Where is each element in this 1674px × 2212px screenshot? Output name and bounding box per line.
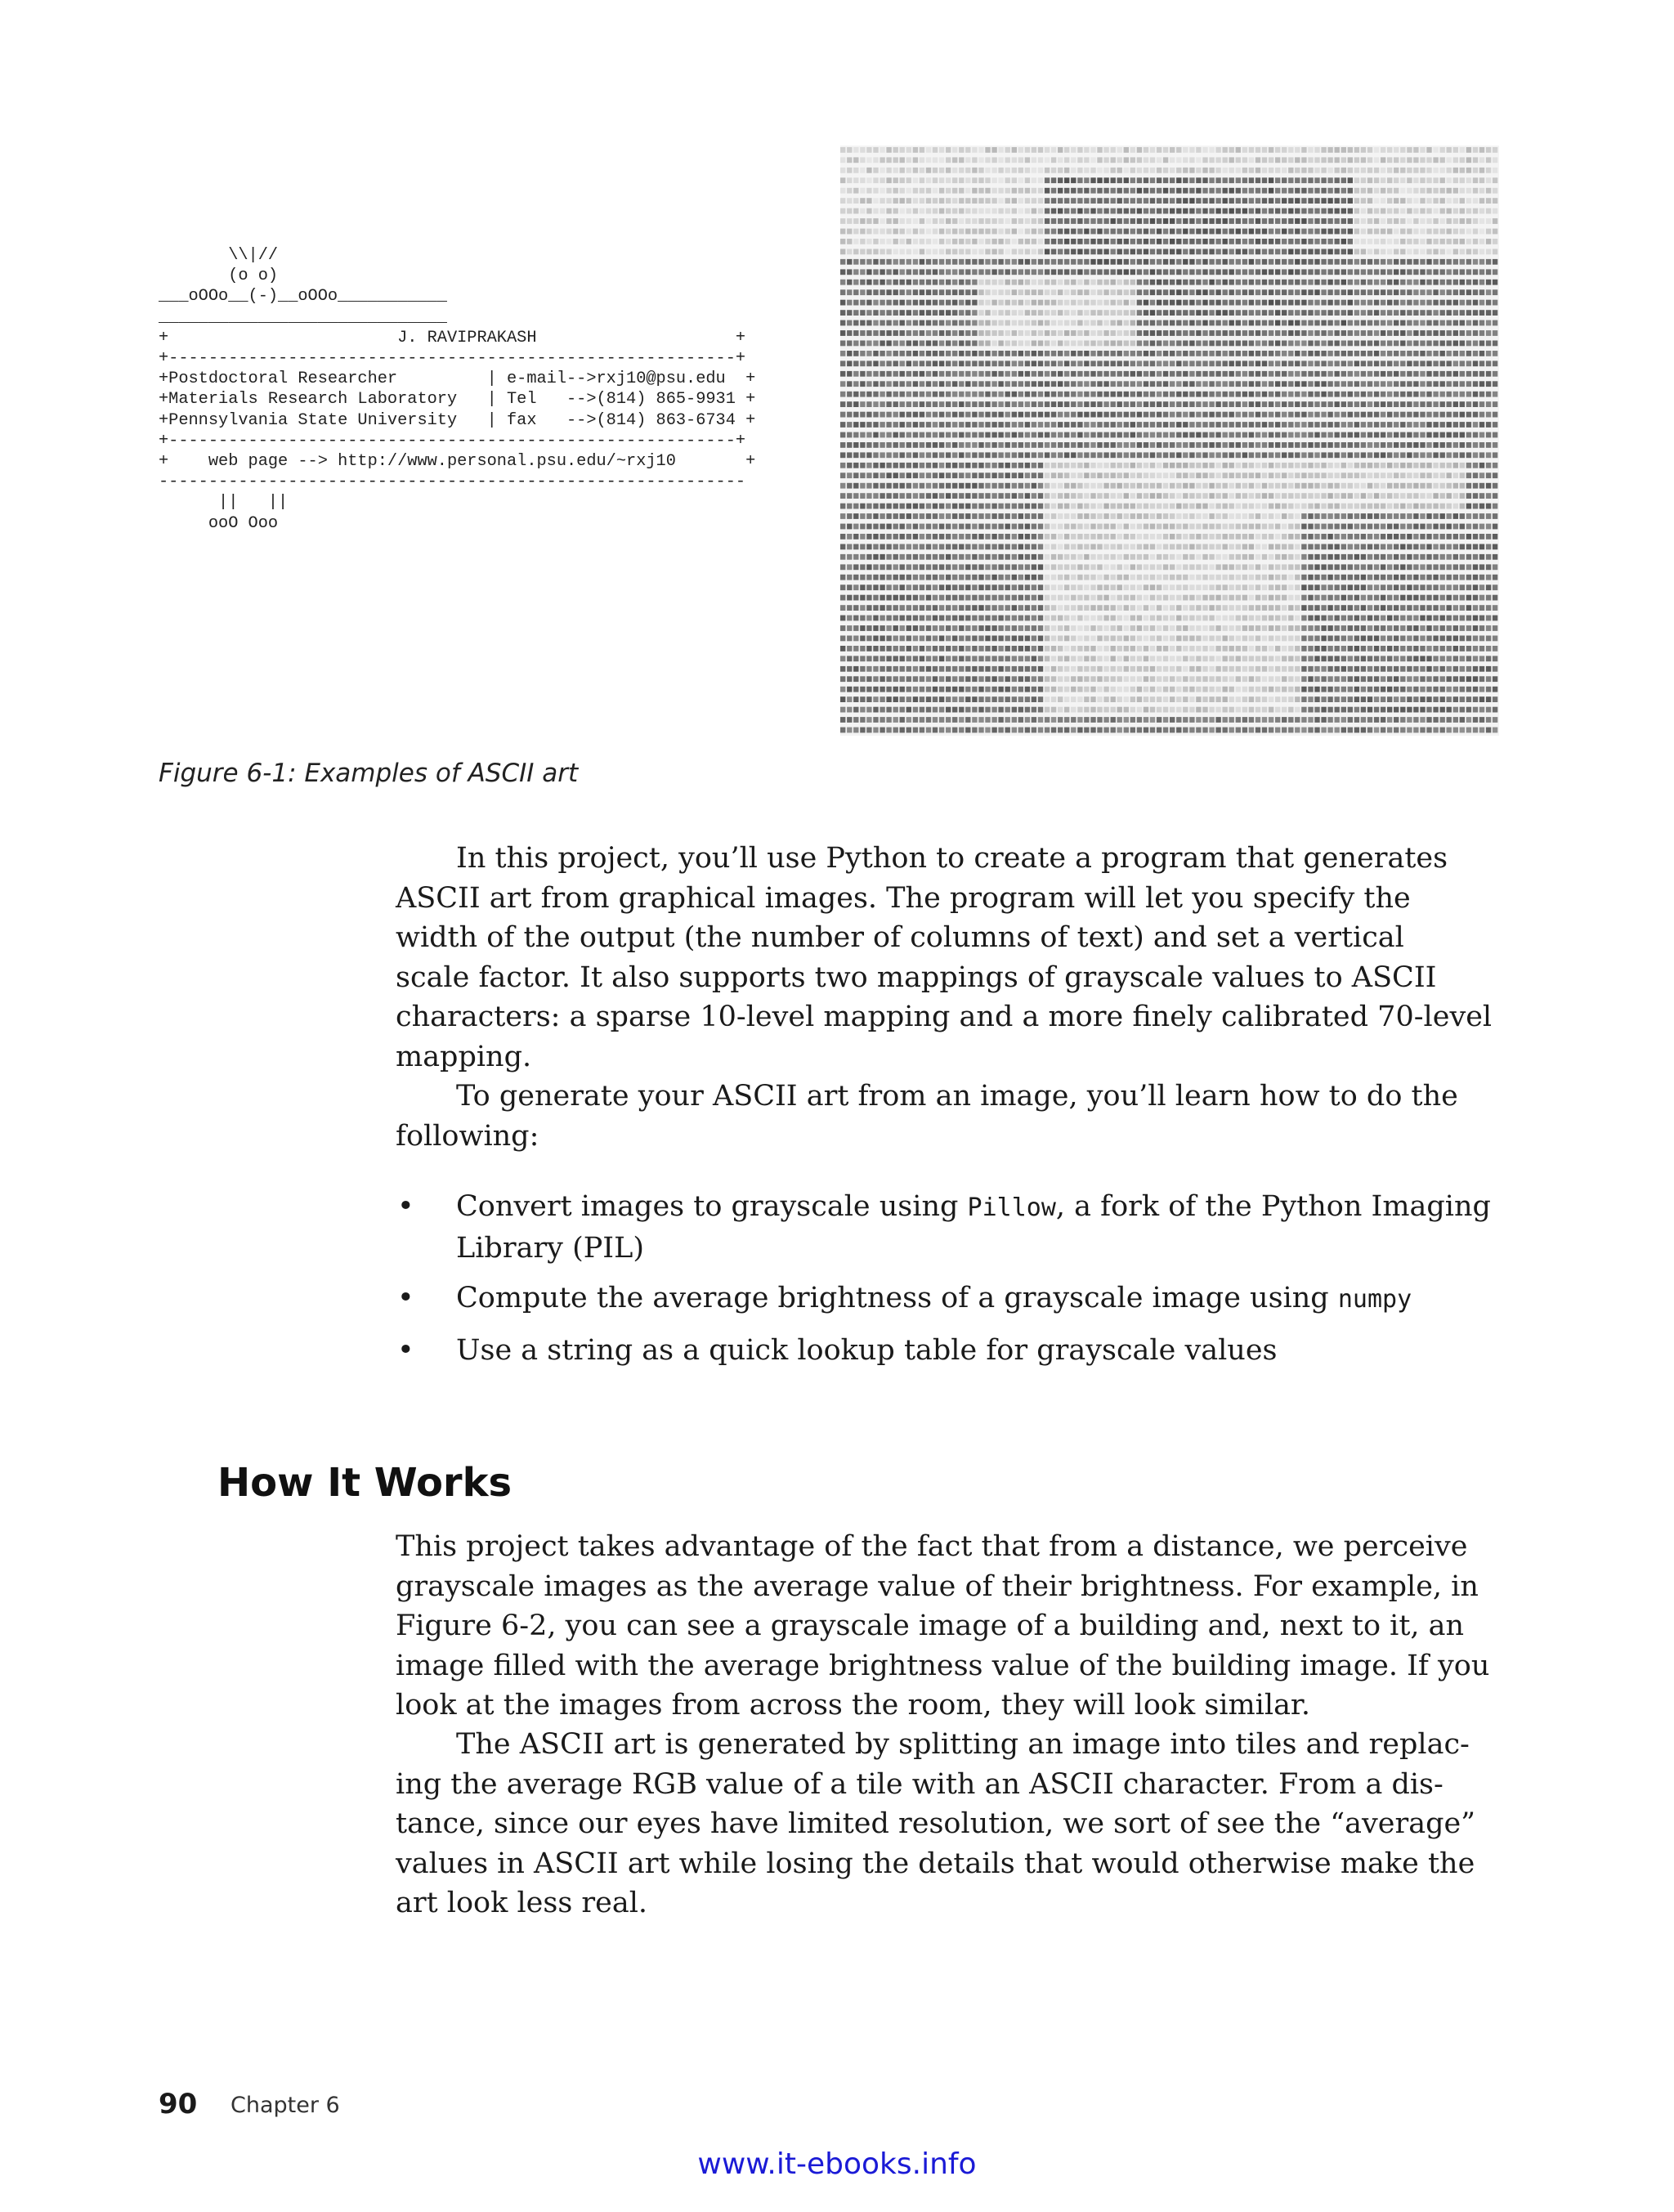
bullet-item xyxy=(396,1331,1491,1371)
section-paragraph-2 xyxy=(396,1725,1483,1923)
text-line: image filled with the average brightness value of the building image. If you xyxy=(396,1649,1490,1682)
text-line: art look less real. xyxy=(396,1887,648,1919)
sig-line: +Pennsylvania State University | fax -->(814) 863-6734 + xyxy=(159,410,756,430)
ascii-art-texture xyxy=(840,146,1499,736)
text-line: Figure 6-2, you can see a grayscale image of a building and, next to it, an xyxy=(396,1610,1465,1642)
bullet-icon: • xyxy=(397,1190,414,1223)
section-heading: How It Works xyxy=(217,1460,512,1506)
bullet-text: Library (PIL) xyxy=(456,1231,644,1265)
bullet-text: Compute the average brightness of a grayscale image using xyxy=(456,1282,1338,1314)
sig-line: ----------------------------------------------------------- xyxy=(159,472,746,492)
intro-paragraph xyxy=(396,839,1493,1156)
text-line: tance, since our eyes have limited resolution, we sort of see the “average” xyxy=(396,1807,1476,1840)
text-line: mapping. xyxy=(396,1040,532,1073)
sig-line: _____________________________ xyxy=(159,307,447,327)
sig-line: (o o) xyxy=(159,266,279,286)
bullet-item xyxy=(396,1187,1491,1268)
text-line: values in ASCII art while losing the details that would otherwise make the xyxy=(396,1847,1475,1880)
text-line: scale factor. It also supports two mappings of grayscale values to ASCII xyxy=(396,960,1437,994)
section-paragraph-1 xyxy=(396,1527,1490,1726)
watermark-link[interactable]: www.it-ebooks.info xyxy=(697,2147,977,2181)
text-line: characters: a sparse 10-level mapping and a more finely calibrated 70-level xyxy=(396,1001,1493,1033)
sig-line: ___oOOo__(-)__oOOo___________ xyxy=(159,287,447,307)
text-line: following: xyxy=(396,1119,539,1153)
sig-line: +Materials Research Laboratory | Tel -->(814) 865-9931 + xyxy=(159,390,756,410)
sig-line: +---------------------------------------------------------+ xyxy=(159,431,746,450)
figure-caption: Figure 6-1: Examples of ASCII art xyxy=(159,759,579,788)
text-line: To generate your ASCII art from an image, you’ll learn how to do the xyxy=(456,1080,1458,1113)
text-line: width of the output (the number of columns of text) and set a vertical xyxy=(396,921,1404,954)
text-line: In this project, you’ll use Python to create a program that generates xyxy=(456,842,1448,875)
sig-line: ooO Ooo xyxy=(159,513,279,533)
ascii-signature-block xyxy=(159,245,780,534)
page-number: 90 xyxy=(159,2088,198,2120)
bullet-list xyxy=(396,1187,1491,1381)
bullet-text: Convert images to grayscale using xyxy=(456,1190,968,1223)
text-line: This project takes advantage of the fact that from a distance, we perceive xyxy=(396,1530,1468,1563)
text-line: ASCII art from graphical images. The program will let you specify the xyxy=(396,881,1411,915)
ascii-art-portrait-image xyxy=(840,146,1499,736)
bullet-text: Use a string as a quick lookup table for grayscale values xyxy=(456,1333,1278,1367)
code-pillow: Pillow xyxy=(967,1193,1056,1222)
text-line: grayscale images as the average value of their brightness. For example, in xyxy=(396,1569,1479,1603)
sig-line: + J. RAVIPRAKASH + xyxy=(159,328,746,347)
sig-line: +Postdoctoral Researcher | e-mail-->rxj10@psu.edu + xyxy=(159,369,756,389)
text-line: look at the images from across the room, they will look similar. xyxy=(396,1689,1310,1722)
text-line: The ASCII art is generated by splitting an image into tiles and replac- xyxy=(456,1728,1470,1761)
bullet-icon: • xyxy=(397,1333,414,1367)
sig-line: \\|// xyxy=(159,246,279,265)
sig-line: || || xyxy=(159,493,289,513)
code-numpy: numpy xyxy=(1337,1285,1412,1314)
chapter-label: Chapter 6 xyxy=(231,2093,340,2118)
bullet-item xyxy=(396,1278,1491,1320)
text-line: ing the average RGB value of a tile with an ASCII character. From a dis- xyxy=(396,1767,1443,1801)
bullet-text: , a fork of the Python Imaging xyxy=(1055,1190,1491,1223)
sig-line: + web page --> http://www.personal.psu.edu/~rxj10 + xyxy=(159,452,756,472)
bullet-icon: • xyxy=(397,1282,414,1314)
sig-line: +---------------------------------------------------------+ xyxy=(159,349,746,369)
